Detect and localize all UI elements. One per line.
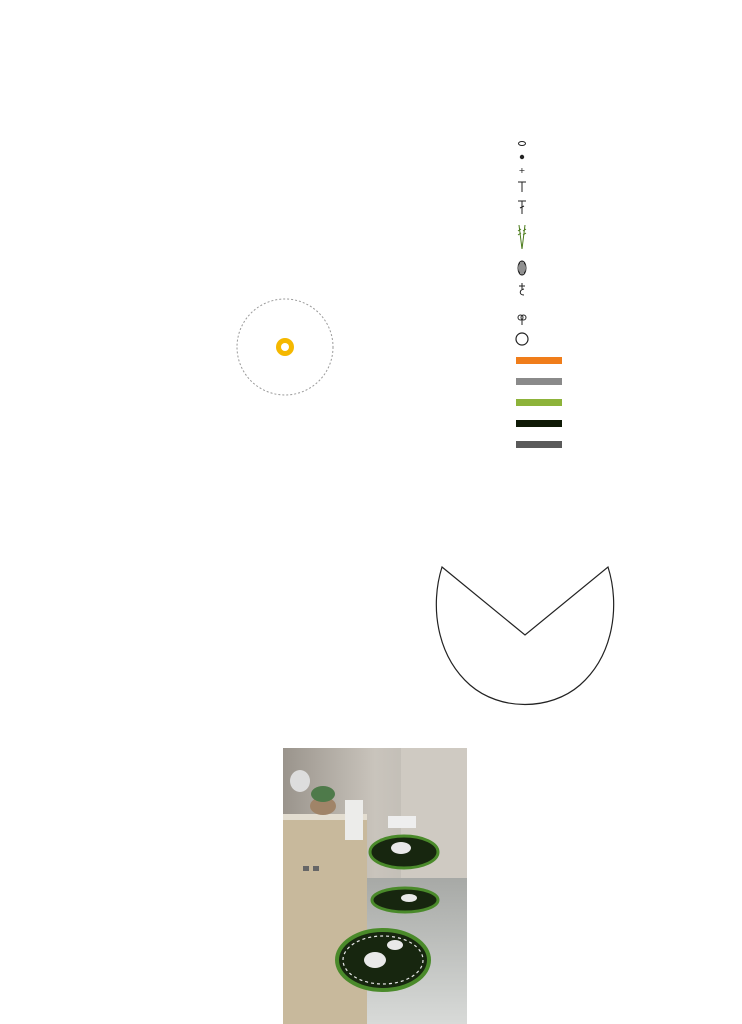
legend-item-double [516,194,742,220]
legend-color-9016 [516,434,742,455]
legend-item-4dc-cluster [516,254,742,282]
legend-item-slip [516,150,742,164]
legend-item-half-double [516,178,742,194]
magic-ring-icon [516,332,528,346]
chart5-diagram [128,562,378,722]
finished-set-photo [283,748,467,1024]
legend-item-single [516,164,742,178]
legend [516,130,742,455]
chart6-diagram [522,46,732,86]
swatch-8990 [516,420,562,427]
legend-color-8990 [516,413,742,434]
swatch-9016 [516,441,562,448]
legend-item-picot [516,310,742,328]
swatch-5203 [516,399,562,406]
legend-color-5203 [516,392,742,413]
chart4-diagram [0,14,440,494]
bathroom-photo-illustration [283,748,467,1024]
legend-color-1289 [516,350,742,371]
plus-icon: + [518,165,526,177]
center-flower [237,299,333,395]
lid-back-shape [430,565,620,717]
swatch-8001 [516,378,562,385]
legend-item-magic-ring [516,328,742,350]
t-icon [516,181,528,192]
t-slash-icon [516,200,528,214]
chain-oval-icon [516,141,528,146]
double-triple-icon [516,224,528,250]
cluster-icon [516,260,528,276]
picot-icon [516,314,528,325]
back-post-icon [516,282,528,296]
legend-item-triple-cluster [516,220,742,254]
legend-color-8001 [516,371,742,392]
legend-item-chain [516,136,742,150]
legend-item-back-post [516,282,742,310]
swatch-1289 [516,357,562,364]
dot-icon [516,154,528,160]
